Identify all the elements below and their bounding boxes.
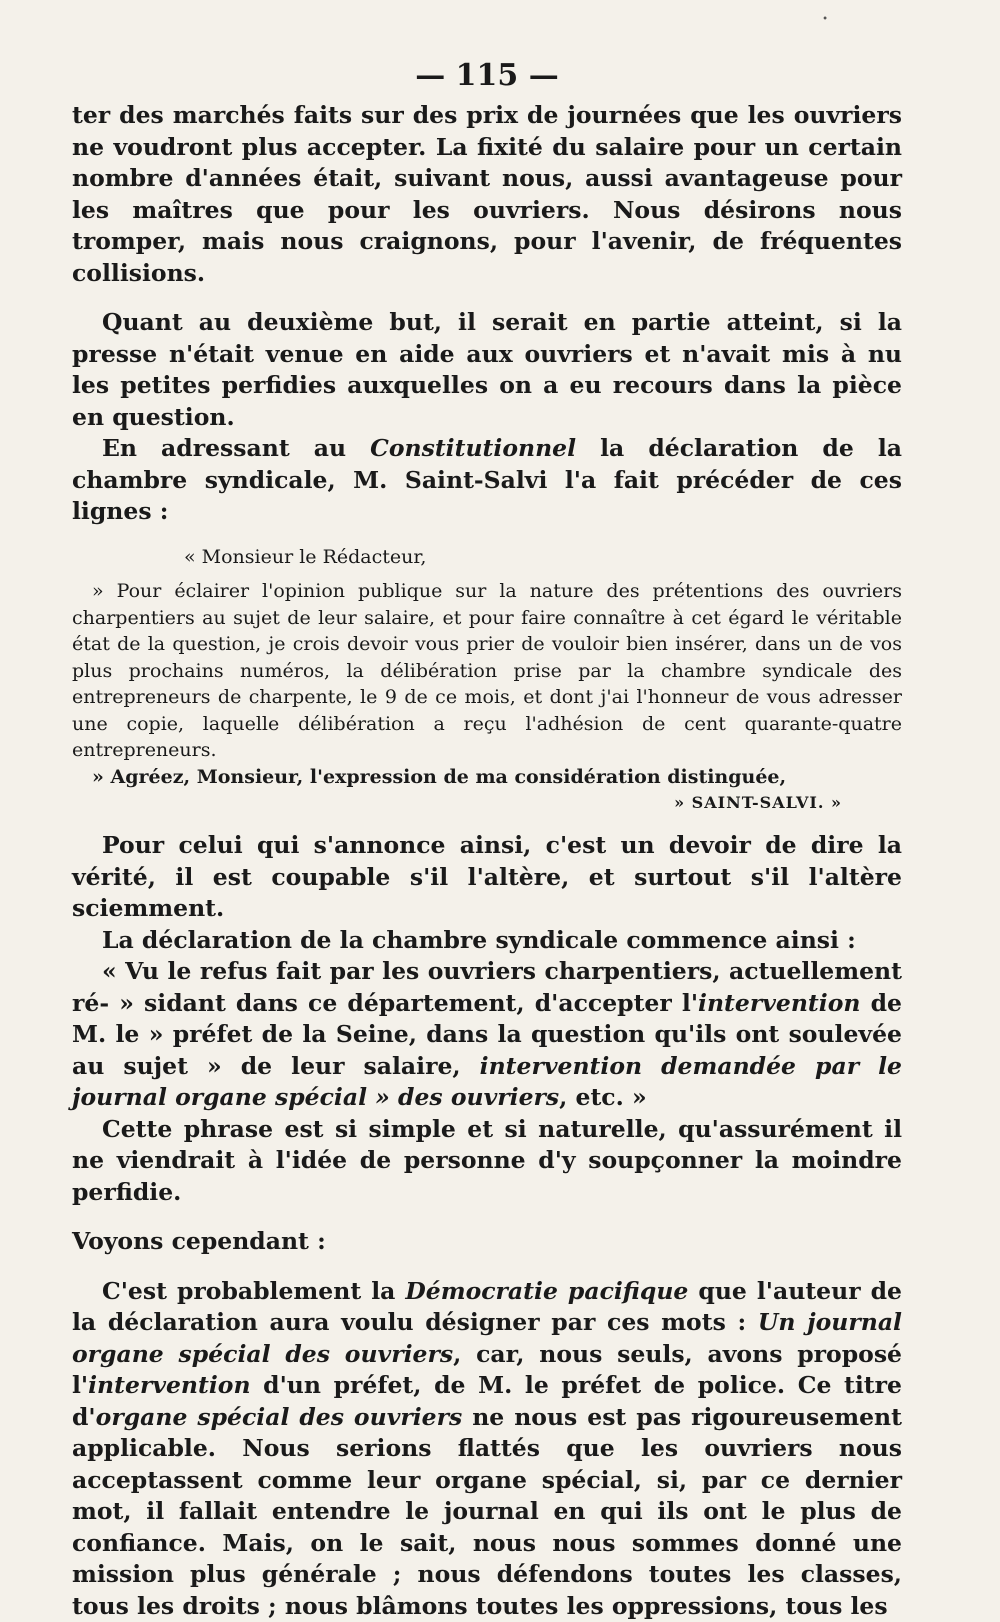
paragraph-4: Pour celui qui s'annonce ainsi, c'est un devoir de dire la vérité, il est coupable s'il l'altère, et surtout s'il l'altère sciemment.: [72, 830, 902, 925]
declaration-quote: [72, 956, 902, 1114]
newspaper-name: Constitutionnel: [370, 434, 576, 462]
paragraph-3-text-b: la déclaration de la chambre syndicale, M. Saint-Salvi l'a fait précéder de ces lignes :: [72, 434, 902, 525]
quote-text-b: de M. le » préfet de la Seine, dans la question qu'ils ont soulevée au sujet » de leur salaire,: [72, 989, 902, 1080]
p8-italic-4: organe spécial des ouvriers: [96, 1403, 463, 1431]
letter-body: » Pour éclairer l'opinion publique sur la nature des prétentions des ouvriers charpentiers au sujet de leur salaire, et pour faire connaître à cet égard le véritable état de la question, je crois devoir vous prier de vouloir bien insérer, dans un de vos plus prochains numéros, la délibération prise par la chambre syndicale des entrepreneurs de charpente, le 9 de ce mois, et dont j'ai l'honneur de vous adresser une copie, laquelle délibération a reçu l'adhésion de cent quarante-quatre entrepreneurs.: [72, 578, 902, 764]
dot-ornament: •: [822, 14, 828, 25]
page-content: [72, 58, 902, 1622]
letter-greeting: « Monsieur le Rédacteur,: [72, 544, 902, 571]
paragraph-3: [72, 433, 902, 528]
paragraph-5: La déclaration de la chambre syndicale commence ainsi :: [72, 925, 902, 957]
quote-text-a: « Vu le refus fait par les ouvriers charpentiers, actuellement ré- » sidant dans ce département, d'accepter l': [72, 957, 902, 1017]
paragraph-3-text-a: En adressant au: [102, 434, 370, 462]
p8-italic-1: Démocratie pacifique: [405, 1277, 688, 1305]
paragraph-7: Voyons cependant :: [72, 1226, 902, 1258]
quote-text-c: , etc. »: [559, 1083, 647, 1111]
p8-text-4: d'un préfet, de M. le préfet de police. Ce titre d': [72, 1371, 902, 1431]
p8-italic-2: Un journal organe spécial des ouvriers: [72, 1308, 902, 1368]
p8-text-2: que l'auteur de la déclaration aura voulu désigner par ces mots :: [72, 1277, 902, 1337]
p8-italic-3: intervention: [88, 1371, 250, 1399]
letter-signature: » SAINT-SALVI. »: [72, 790, 902, 816]
page-number: — 115 —: [72, 58, 902, 94]
paragraph-2: Quant au deuxième but, il serait en partie atteint, si la presse n'était venue en aide aux ouvriers et n'avait mis à nu les petites perfidies auxquelles on a eu recours dans la pièce en question.: [72, 307, 902, 433]
p8-text-5: ne nous est pas rigoureusement applicable. Nous serions flattés que les ouvriers nous acceptassent comme leur organe spécial, si, par ce dernier mot, il fallait entendre le journal en qui ils ont le plus de confiance. Mais, on le sait, nous nous sommes donné une mission plus générale ; nous défendons toutes les classes, tous les droits ; nous blâmons toutes les oppressions, tous les: [72, 1403, 902, 1620]
paragraph-6: Cette phrase est si simple et si naturelle, qu'assurément il ne viendrait à l'idée de personne d'y soupçonner la moindre perfidie.: [72, 1114, 902, 1209]
quote-italic-b: intervention demandée par le journal organe spécial » des ouvriers: [72, 1052, 902, 1112]
p8-text-3: , car, nous seuls, avons proposé l': [72, 1340, 902, 1400]
quote-italic-a: intervention: [698, 989, 860, 1017]
paragraph-1: ter des marchés faits sur des prix de journées que les ouvriers ne voudront plus accepter. La fixité du salaire pour un certain nombre d'années était, suivant nous, aussi avantageuse pour les maîtres que pour les ouvriers. Nous désirons nous tromper, mais nous craignons, pour l'avenir, de fréquentes collisions.: [72, 100, 902, 289]
paragraph-8: [72, 1276, 902, 1622]
letter-closing: » Agréez, Monsieur, l'expression de ma considération distinguée,: [72, 764, 902, 791]
p8-text-1: C'est probablement la: [102, 1277, 405, 1305]
